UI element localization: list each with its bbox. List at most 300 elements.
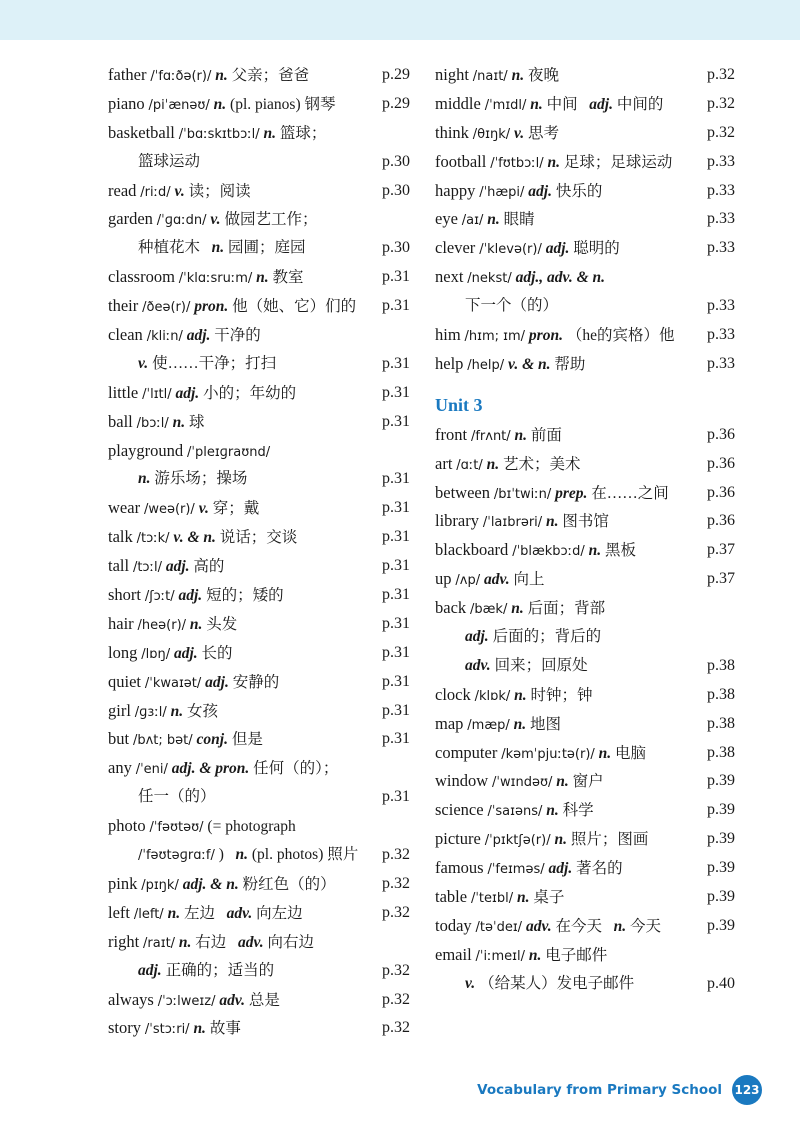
vocab-entry [435, 536, 735, 565]
definition: 任一（的） [138, 788, 216, 806]
vocab-entry [435, 177, 735, 206]
phonetic: /ɡɜːl/ [134, 704, 167, 720]
page-ref: p.36 [707, 483, 735, 501]
definition: 正确的；适当的 [165, 961, 275, 979]
entry-text [435, 148, 672, 179]
phonetic: /təˈdeɪ/ [475, 919, 523, 935]
entry-text [465, 970, 634, 999]
part-of-speech: n. [189, 615, 203, 633]
headword: garden [108, 209, 153, 229]
entry-text [108, 754, 338, 785]
phonetic: /weə(r)/ [143, 502, 195, 518]
entry-text [435, 854, 623, 885]
page-ref: p.38 [707, 714, 735, 732]
definition: ) [218, 846, 224, 864]
part-of-speech: n. [554, 831, 567, 849]
entry-text [435, 263, 605, 294]
entry-text [108, 899, 303, 930]
page-ref: p.31 [382, 557, 410, 575]
definition: 使……干净；打扫 [152, 354, 277, 372]
entry-text [435, 177, 602, 208]
definition: 篮球运动 [138, 152, 201, 170]
entry-text [108, 812, 296, 843]
vocab-continuation [108, 957, 410, 986]
footer-section-title: Vocabulary from Primary School [477, 1082, 722, 1098]
vocab-continuation [435, 970, 735, 999]
definition: 帮助 [554, 355, 586, 373]
part-of-speech: adj. [138, 961, 162, 979]
part-of-speech: n. [556, 773, 569, 791]
vocab-entry [108, 523, 410, 552]
page-ref: p.31 [382, 470, 410, 488]
phonetic: /ˈklevə(r)/ [479, 242, 542, 258]
page-ref: p.31 [382, 788, 410, 806]
part-of-speech: v. [138, 354, 149, 372]
definition: 游乐场；操场 [154, 470, 248, 488]
part-of-speech: n. [172, 413, 186, 431]
part-of-speech: adj., adv. & n. [515, 269, 605, 287]
part-of-speech: adj. & n. [182, 875, 239, 893]
phonetic: /mæp/ [467, 717, 510, 733]
headword: email [435, 944, 472, 964]
definition: (pl. photos) 照片 [251, 846, 359, 864]
page-ref: p.39 [707, 916, 735, 934]
headword: famous [435, 858, 484, 878]
entry-text [108, 552, 224, 583]
phonetic: /ˈsaɪəns/ [487, 804, 543, 820]
entry-text [108, 379, 296, 410]
part-of-speech: adj. [589, 95, 613, 113]
page-ref: p.38 [707, 685, 735, 703]
phonetic: /ʌp/ [455, 573, 481, 589]
phonetic: /heə(r)/ [137, 617, 187, 633]
part-of-speech: adj. [465, 628, 489, 646]
page-ref: p.38 [707, 656, 735, 674]
entry-text [435, 825, 648, 856]
headword: right [108, 931, 140, 951]
top-color-band [0, 0, 800, 40]
page-ref: p.30 [382, 152, 410, 170]
phonetic: /ˈteɪbl/ [470, 891, 514, 907]
vocab-entry [108, 812, 410, 841]
definition: 女孩 [186, 702, 218, 720]
vocab-entry [435, 565, 735, 594]
definition: 中间的 [616, 95, 664, 113]
part-of-speech: conj. [196, 731, 228, 749]
part-of-speech: n. [530, 95, 543, 113]
page-ref: p.36 [707, 512, 735, 530]
part-of-speech: n. [193, 1020, 206, 1038]
part-of-speech: n. [167, 904, 181, 922]
definition: 左边 [183, 904, 215, 922]
vocab-continuation [435, 652, 735, 681]
headword: clever [435, 238, 476, 258]
definition: 种植花木 [138, 239, 201, 257]
entry-text [138, 957, 274, 986]
page-ref: p.32 [382, 874, 410, 892]
page-ref: p.31 [382, 383, 410, 401]
phonetic: /ˈkwaɪət/ [144, 675, 202, 691]
unit-heading: Unit 3 [435, 394, 483, 415]
headword: read [108, 180, 137, 200]
page-ref: p.36 [707, 454, 735, 472]
headword: front [435, 424, 468, 444]
page-ref: p.33 [707, 297, 735, 315]
page-ref: p.31 [382, 614, 410, 632]
vocab-entry [435, 479, 735, 508]
part-of-speech: n. [514, 686, 527, 704]
page-ref: p.31 [382, 297, 410, 315]
definition: 头发 [206, 615, 238, 633]
headword: tall [108, 556, 130, 576]
phonetic: /raɪt/ [143, 935, 176, 951]
entry-text [435, 710, 561, 741]
phonetic: /ˈfəʊtəʊ/ [149, 820, 204, 836]
part-of-speech: n. [613, 917, 627, 935]
vocab-entry [435, 205, 735, 234]
vocab-entry [435, 941, 735, 970]
phonetic: /ˈfeɪməs/ [487, 862, 545, 878]
part-of-speech: v. [513, 124, 525, 142]
entry-text [108, 725, 263, 756]
phonetic: /ˈeni/ [135, 762, 168, 778]
definition: 故事 [209, 1020, 241, 1038]
phonetic: /ˈɡɑːdn/ [156, 213, 207, 229]
vocab-entry [435, 681, 735, 710]
definition: (pl. pianos) 钢琴 [230, 95, 336, 113]
definition: (= photograph [207, 818, 296, 836]
part-of-speech: v. & n. [508, 355, 551, 373]
definition: 黑板 [604, 542, 636, 560]
part-of-speech: v. [465, 974, 476, 992]
headword: classroom [108, 267, 175, 287]
part-of-speech: n. [598, 744, 612, 762]
definition: 夜晚 [527, 67, 559, 84]
vocab-entry [108, 899, 410, 928]
headword: father [108, 65, 147, 84]
part-of-speech: prep. [555, 484, 588, 502]
entry-text [465, 652, 588, 681]
headword: library [435, 511, 479, 531]
entry-text [435, 767, 604, 798]
headword: hair [108, 613, 134, 633]
vocab-entry [435, 263, 735, 292]
vocab-entry [108, 697, 410, 726]
phonetic: /hɪm; ɪm/ [464, 329, 526, 345]
vocab-entry [108, 725, 410, 754]
page-ref: p.31 [382, 528, 410, 546]
headword: any [108, 758, 132, 778]
page-ref: p.32 [707, 66, 735, 83]
phonetic: /ˈfəʊtəɡrɑːf/ [138, 848, 215, 864]
entry-text [435, 883, 564, 914]
phonetic: /ˈpɪktʃə(r)/ [484, 833, 551, 849]
headword: basketball [108, 122, 175, 142]
part-of-speech: adv. [219, 991, 246, 1009]
headword: ball [108, 411, 133, 431]
entry-text [435, 450, 581, 481]
entry-text [108, 205, 317, 236]
part-of-speech: n. [215, 67, 228, 84]
part-of-speech: adv. [483, 571, 510, 589]
phonetic: /ˈfʊtbɔːl/ [490, 155, 544, 171]
definition: 总是 [248, 991, 280, 1009]
part-of-speech: n. [211, 239, 225, 257]
definition: 父亲；爸爸 [231, 67, 310, 84]
phonetic: /bɔːl/ [136, 415, 169, 431]
phonetic: /kliːn/ [146, 329, 183, 345]
definition: 电子邮件 [545, 946, 608, 964]
page-ref: p.31 [382, 701, 410, 719]
headword: left [108, 902, 130, 922]
entry-text [108, 90, 336, 121]
entry-text [138, 465, 247, 494]
phonetic: /naɪt/ [472, 69, 508, 84]
vocab-entry [435, 710, 735, 739]
part-of-speech: n. [547, 153, 560, 171]
entry-text [138, 350, 276, 379]
phonetic: /ˈblækbɔːd/ [512, 544, 585, 560]
vocab-entry [435, 61, 735, 90]
definition: 中间 [546, 95, 578, 113]
vocab-entry [108, 754, 410, 783]
page-ref: p.39 [707, 830, 735, 848]
vocab-entry [108, 928, 410, 957]
vocab-entry [108, 494, 410, 523]
part-of-speech: adv. [465, 656, 491, 674]
part-of-speech: n. [528, 946, 542, 964]
vocab-continuation [108, 841, 410, 870]
definition: 干净的 [214, 327, 261, 345]
definition: 园圃；庭园 [228, 239, 306, 257]
part-of-speech: n. [588, 542, 602, 560]
headword: think [435, 122, 469, 142]
entry-text [435, 681, 593, 712]
phonetic: /ˈwɪndəʊ/ [492, 775, 553, 791]
phonetic: /ˈstɔːri/ [144, 1022, 190, 1038]
phonetic: /lɒŋ/ [141, 646, 171, 662]
vocab-continuation [435, 623, 735, 652]
page-ref: p.32 [382, 903, 410, 921]
definition: 说话；交谈 [219, 529, 298, 547]
page-ref: p.32 [707, 94, 735, 112]
phonetic: /ˈlaɪbrəri/ [482, 515, 543, 531]
headword: art [435, 453, 453, 473]
page-ref: p.33 [707, 152, 735, 170]
definition: 做园艺工作； [224, 211, 318, 229]
vocab-entry [108, 321, 410, 350]
vocab-entry [435, 594, 735, 623]
vocab-entry [435, 883, 735, 912]
page-ref: p.29 [382, 66, 410, 83]
part-of-speech: v. & n. [173, 529, 216, 547]
vocab-entry [435, 825, 735, 854]
page-ref: p.31 [382, 672, 410, 690]
headword: help [435, 353, 464, 373]
headword: him [435, 325, 461, 345]
headword: piano [108, 93, 145, 113]
definition: 长的 [201, 644, 233, 662]
definition: 桌子 [533, 889, 565, 907]
entry-text [108, 119, 326, 150]
entry-text [435, 421, 562, 452]
definition: 任何（的）； [253, 760, 339, 778]
page-ref: p.30 [382, 181, 410, 199]
definition: 高的 [193, 558, 225, 576]
entry-text [108, 494, 259, 525]
part-of-speech: n. [511, 600, 524, 618]
part-of-speech: adj. [545, 240, 570, 258]
part-of-speech: adj. [548, 860, 573, 878]
vocab-entry [108, 437, 410, 466]
part-of-speech: n. [487, 211, 500, 229]
definition: 右边 [195, 933, 227, 951]
vocab-entry [108, 263, 410, 292]
headword: girl [108, 700, 131, 720]
page-ref: p.32 [382, 990, 410, 1008]
definition: 短的；矮的 [206, 587, 284, 605]
definition: 科学 [562, 802, 594, 820]
headword: middle [435, 93, 481, 113]
definition: 时钟；钟 [530, 686, 593, 704]
phonetic: /bɪˈtwiːn/ [493, 486, 552, 502]
definition: 粉红色（的） [242, 875, 336, 893]
page-ref: p.31 [382, 412, 410, 430]
page-ref: p.32 [382, 846, 410, 864]
part-of-speech: adj. & pron. [171, 760, 250, 778]
headword: football [435, 151, 487, 171]
vocab-entry [108, 986, 410, 1015]
entry-text [435, 941, 607, 972]
vocab-entry [108, 177, 410, 206]
entry-text [108, 581, 284, 612]
vocab-entry [435, 234, 735, 263]
headword: picture [435, 829, 481, 849]
page-ref: p.37 [707, 541, 735, 559]
phonetic: /ˈbɑːskɪtbɔːl/ [178, 126, 260, 142]
entry-text [108, 321, 261, 352]
headword: short [108, 585, 141, 605]
definition: 在今天 [555, 917, 603, 935]
phonetic: /ˈklɑːsruːm/ [178, 271, 253, 287]
part-of-speech: n. [546, 802, 559, 820]
headword: always [108, 989, 154, 1009]
definition: 穿；戴 [212, 500, 260, 518]
vocab-continuation [108, 148, 410, 177]
definition: 在……之间 [591, 484, 669, 502]
definition: 图书馆 [562, 513, 609, 531]
part-of-speech: n. [546, 513, 559, 531]
vocab-entry [435, 350, 735, 379]
headword: up [435, 569, 452, 589]
part-of-speech: n. [256, 269, 269, 287]
page-ref: p.39 [707, 801, 735, 819]
page-ref: p.31 [382, 268, 410, 286]
page-ref: p.32 [707, 123, 735, 141]
vocab-entry [108, 379, 410, 408]
definition: 向右边 [267, 933, 315, 951]
vocab-entry [108, 119, 410, 148]
vocab-entry [435, 421, 735, 450]
entry-text [108, 610, 237, 641]
definition: 篮球； [279, 124, 327, 142]
vocab-entry [435, 90, 735, 119]
entry-text [435, 350, 585, 381]
headword: playground [108, 440, 184, 460]
entry-text [435, 594, 605, 625]
phonetic: /ˈhæpi/ [479, 184, 525, 200]
headword: clean [108, 325, 143, 345]
definition: 教室 [272, 269, 304, 287]
part-of-speech: adj. [165, 558, 190, 576]
page-ref: p.33 [707, 181, 735, 199]
page-ref: p.39 [707, 772, 735, 790]
page-ref: p.39 [707, 888, 735, 906]
headword: today [435, 915, 472, 935]
phonetic: /bʌt; bət/ [132, 733, 193, 749]
phonetic: /frʌnt/ [470, 428, 511, 444]
vocab-entry [435, 912, 735, 941]
phonetic: /kəmˈpjuːtə(r)/ [501, 746, 595, 762]
definition: 后面；背部 [527, 600, 606, 618]
definition: 但是 [231, 731, 263, 749]
headword: talk [108, 527, 133, 547]
headword: science [435, 800, 484, 820]
vocab-column-left [108, 61, 410, 1043]
vocab-column-right [435, 61, 735, 999]
definition: 向上 [513, 571, 545, 589]
entry-text [435, 234, 620, 265]
phonetic: /ɑːt/ [456, 457, 483, 473]
page-ref: p.37 [707, 570, 735, 588]
entry-text [138, 234, 306, 263]
phonetic: /θɪŋk/ [472, 126, 511, 142]
vocab-entry [435, 739, 735, 768]
vocab-entry [435, 854, 735, 883]
definition: 眼睛 [503, 211, 535, 229]
page-ref: p.33 [707, 326, 735, 344]
vocab-continuation [108, 350, 410, 379]
part-of-speech: n. [486, 455, 500, 473]
entry-text [465, 623, 601, 652]
vocab-entry [108, 668, 410, 697]
phonetic: /piˈænəʊ/ [148, 97, 210, 113]
definition: 向左边 [256, 904, 303, 922]
definition: 回来；回原处 [494, 656, 588, 674]
headword: wear [108, 498, 141, 518]
definition: 读；阅读 [188, 182, 251, 200]
vocab-entry [108, 205, 410, 234]
entry-text [435, 565, 545, 596]
part-of-speech: n. [263, 124, 276, 142]
part-of-speech: n. [235, 846, 249, 864]
entry-text [108, 928, 314, 959]
part-of-speech: adv. [226, 904, 253, 922]
phonetic: /ˈiːmeɪl/ [475, 948, 525, 964]
definition: （he的宾格）他 [566, 327, 675, 345]
page-ref: p.31 [382, 586, 410, 604]
phonetic: /help/ [467, 357, 505, 373]
page-number-badge: 123 [732, 1075, 762, 1105]
definition: 聪明的 [573, 240, 620, 258]
definition: 他（她、它）们的 [232, 298, 357, 316]
definition: 思考 [528, 124, 560, 142]
vocab-entry [108, 90, 410, 119]
headword: night [435, 65, 469, 84]
entry-text [138, 148, 200, 177]
vocab-continuation [108, 234, 410, 263]
vocab-entry [108, 292, 410, 321]
